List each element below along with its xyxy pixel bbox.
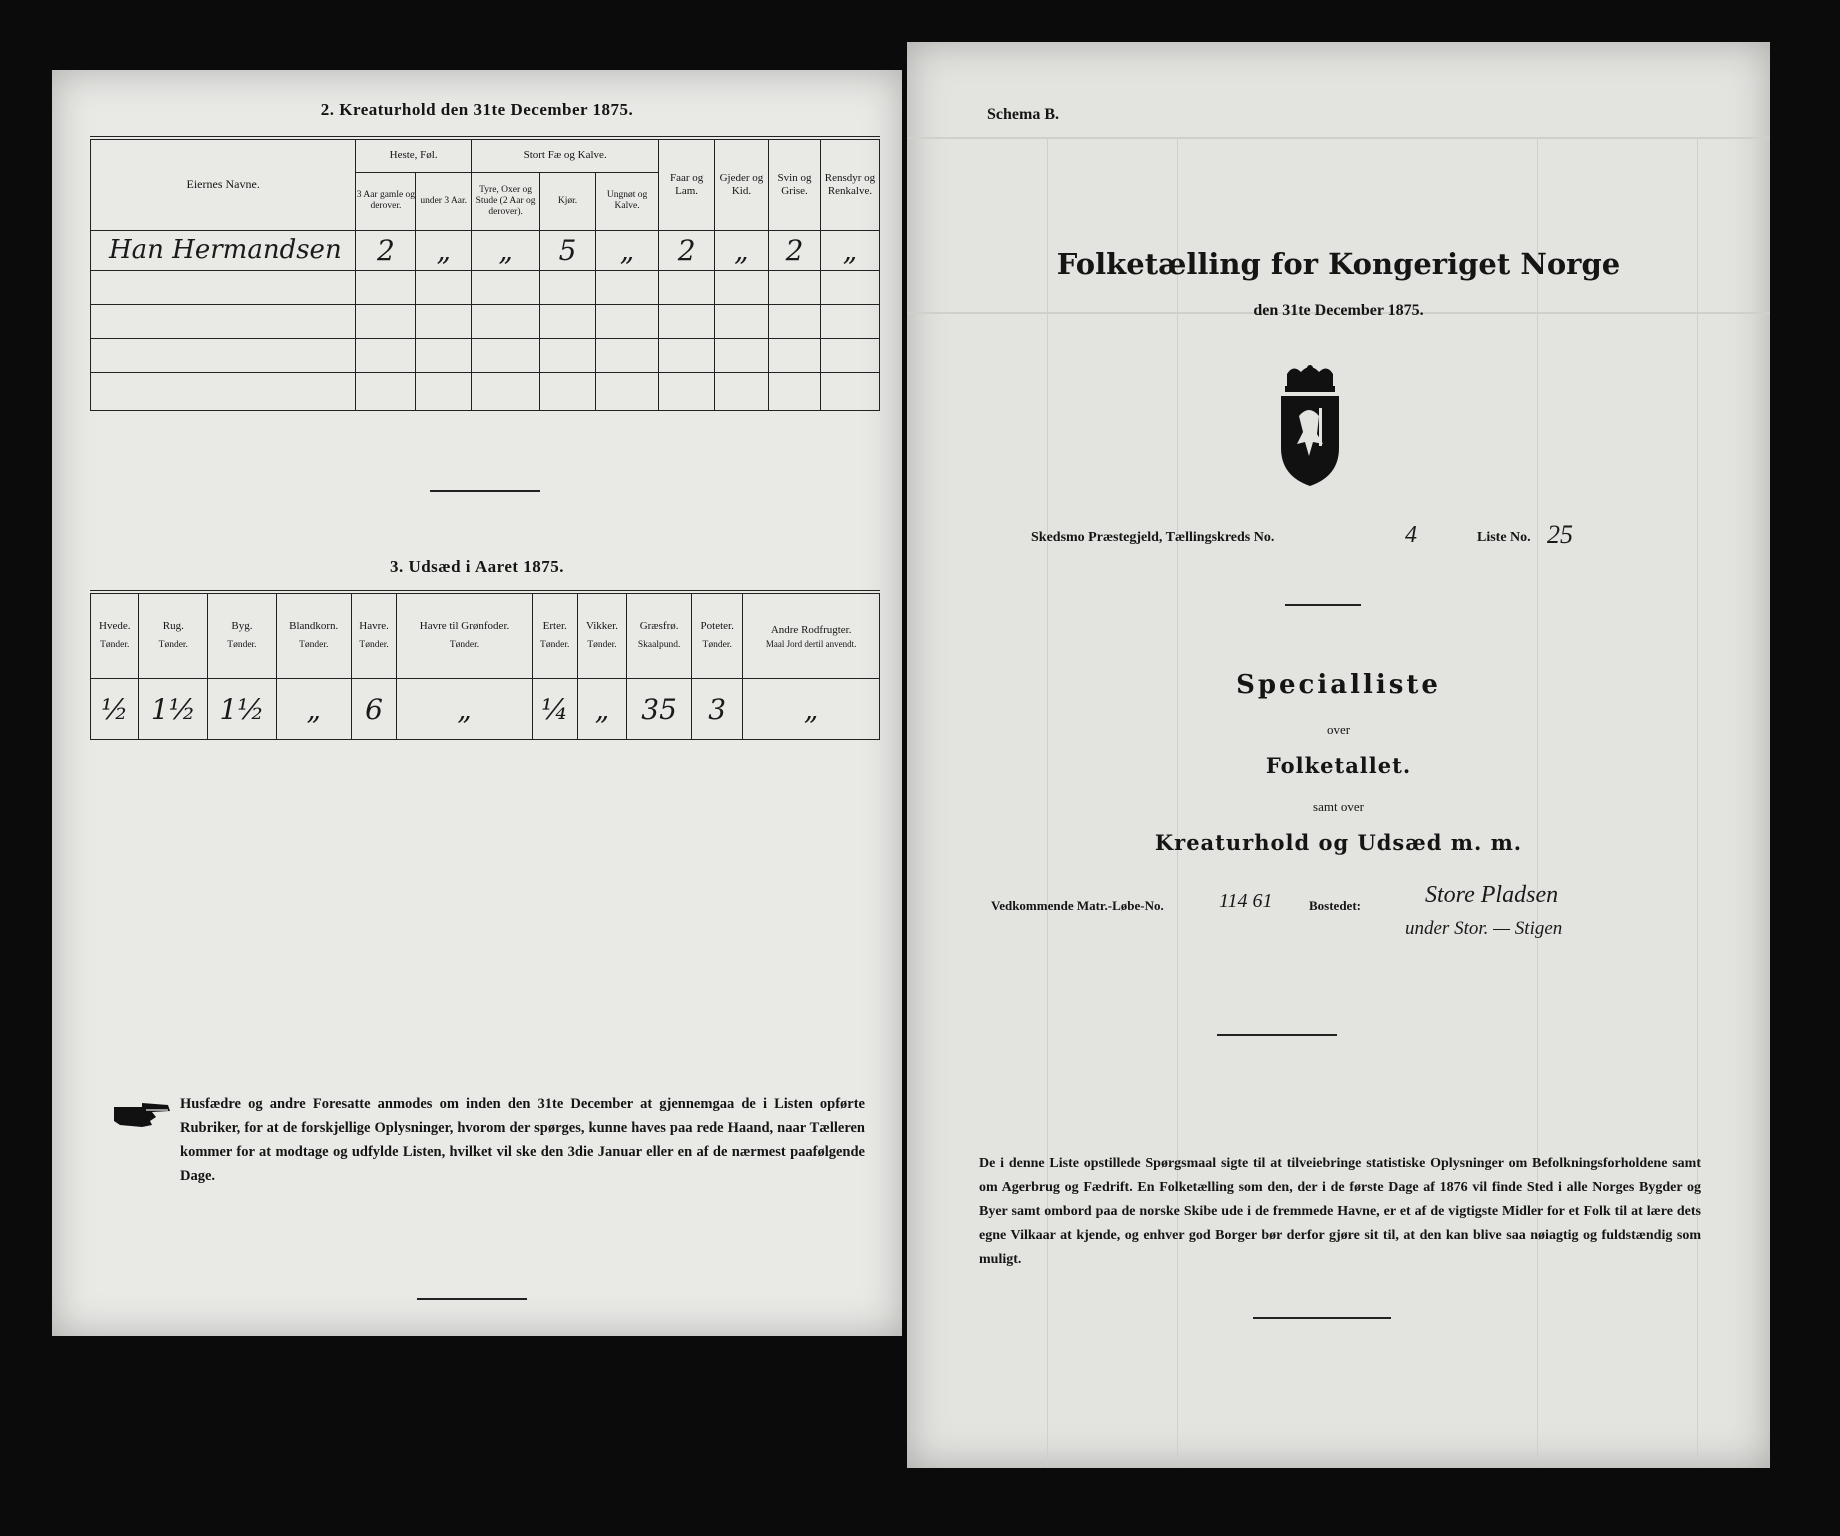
sowing-header: Erter. Tønder. xyxy=(532,592,577,679)
value-fae-a: „ xyxy=(471,230,539,270)
sowing-table xyxy=(90,590,880,740)
table-row xyxy=(91,304,880,338)
left-page xyxy=(52,70,902,1336)
sowing-header: Poteter. Tønder. xyxy=(692,592,743,679)
kreds-no: 4 xyxy=(1405,522,1417,548)
owner-name: Han Hermandsen xyxy=(91,230,356,270)
separator-rule xyxy=(1217,1034,1337,1036)
header-faar: Faar og Lam. xyxy=(659,138,714,230)
header-owner: Eiernes Navne. xyxy=(91,138,356,230)
bleed-line xyxy=(907,137,1770,139)
bosted-line2: under Stor. — Stigen xyxy=(1405,918,1563,939)
sowing-header: Hvede. Tønder. xyxy=(91,592,139,679)
kreaturhold-heading: Kreaturhold og Udsæd m. m. xyxy=(1154,830,1523,855)
sowing-value: „ xyxy=(397,679,532,740)
sowing-value: 35 xyxy=(627,679,692,740)
pointing-hand-icon xyxy=(112,1097,172,1129)
table-row xyxy=(91,338,880,372)
value-rensdyr: „ xyxy=(820,230,879,270)
sowing-value: 3 xyxy=(692,679,743,740)
matr-no: 114 61 xyxy=(1219,890,1273,912)
value-gjeder: „ xyxy=(714,230,768,270)
header-heste: Heste, Føl. xyxy=(356,138,472,172)
schema-label: Schema B. xyxy=(987,106,1059,123)
over-text: over xyxy=(1326,722,1351,737)
bosted-line1: Store Pladsen xyxy=(1425,882,1559,908)
section3-title: 3. Udsæd i Aaret 1875. xyxy=(389,557,565,576)
value-faar: 2 xyxy=(659,230,714,270)
sowing-value: 6 xyxy=(351,679,397,740)
right-page xyxy=(907,42,1770,1468)
intro-text: De i denne Liste opstillede Spørgsmaal sigte til at tilveiebringe statistiske Oplysninger om Befolkningsforholdene samt om Agerbrug og Fædrift. En Folketælling som den, der i de første Dage af 1876 vil finde Sted i alle Norges Bygder og Byer samt ombord paa de norske Skibe ude i de fremmede Havne, er et af de vigtigste Midler for et Folk til at lære dets egne Vilkaar at kjende, og enhver god Borger bør derfor gjøre sit til, at den kan blive saa nøiagtig og fuldstændig som muligt. xyxy=(979,1156,1701,1267)
sowing-value: „ xyxy=(577,679,626,740)
value-svin: 2 xyxy=(769,230,821,270)
value-heste-b: „ xyxy=(416,230,471,270)
sowing-header: Vikker. Tønder. xyxy=(577,592,626,679)
subtitle: den 31te December 1875. xyxy=(1253,302,1424,319)
header-heste-b: under 3 Aar. xyxy=(416,172,471,230)
value-fae-c: „ xyxy=(595,230,659,270)
header-fae-c: Ungnøt og Kalve. xyxy=(595,172,659,230)
header-heste-a: 3 Aar gamle og derover. xyxy=(356,172,416,230)
liste-label: Liste No. xyxy=(1477,530,1531,545)
header-fae-b: Kjør. xyxy=(540,172,595,230)
sowing-header: Havre til Grønfoder. Tønder. xyxy=(397,592,532,679)
bottom-rule xyxy=(1253,1317,1391,1319)
table-row xyxy=(91,372,880,410)
header-fae: Stort Fæ og Kalve. xyxy=(471,138,658,172)
header-gjeder: Gjeder og Kid. xyxy=(714,138,768,230)
sowing-header: Græsfrø. Skaalpund. xyxy=(627,592,692,679)
sowing-value: ½ xyxy=(91,679,139,740)
header-svin: Svin og Grise. xyxy=(769,138,821,230)
value-fae-b: 5 xyxy=(540,230,595,270)
sowing-header: Blandkorn. Tønder. xyxy=(276,592,351,679)
sowing-header: Byg. Tønder. xyxy=(208,592,277,679)
value-heste-a: 2 xyxy=(356,230,416,270)
livestock-table xyxy=(90,136,880,411)
section2-title: 2. Kreaturhold den 31te December 1875. xyxy=(320,100,634,119)
special-heading: Specialliste xyxy=(1236,670,1441,700)
liste-no: 25 xyxy=(1547,520,1573,549)
samt-over-text: samt over xyxy=(1313,799,1364,814)
sowing-value: 1½ xyxy=(208,679,277,740)
notice-text: Husfædre og andre Foresatte anmodes om inden den 31te December at gjennemgaa de i Listen opførte Rubriker, for at de forskjellige Oplysninger, hvorom der spørges, kunne haves paa rede Haand, naar Tælleren kommer for at modtage og udfylde Listen, hvilket vil ske den 3die Januar eller en af de nærmest paafølgende Dage. xyxy=(180,1096,865,1184)
prestegjeld-label: Skedsmo Præstegjeld, Tællingskreds No. xyxy=(1031,530,1275,545)
header-fae-a: Tyre, Oxer og Stude (2 Aar og derover). xyxy=(471,172,539,230)
sowing-value: „ xyxy=(743,679,880,740)
sowing-header: Rug. Tønder. xyxy=(139,592,208,679)
sowing-value: „ xyxy=(276,679,351,740)
coat-of-arms-icon xyxy=(1273,364,1347,489)
folketallet-heading: Folketallet. xyxy=(1265,753,1412,778)
bottom-rule xyxy=(417,1298,527,1300)
sowing-value: 1½ xyxy=(139,679,208,740)
table-row xyxy=(91,270,880,304)
sowing-header: Havre. Tønder. xyxy=(351,592,397,679)
matr-label: Vedkommende Matr.-Løbe-No. xyxy=(991,898,1164,913)
separator-rule xyxy=(1285,604,1361,606)
sowing-value: ¼ xyxy=(532,679,577,740)
bosted-label: Bostedet: xyxy=(1309,898,1361,913)
main-title: Folketælling for Kongeriget Norge xyxy=(1056,247,1621,281)
sowing-header: Andre Rodfrugter. Maal Jord dertil anvendt. xyxy=(743,592,880,679)
header-rensdyr: Rensdyr og Renkalve. xyxy=(820,138,879,230)
separator-rule xyxy=(430,490,540,492)
